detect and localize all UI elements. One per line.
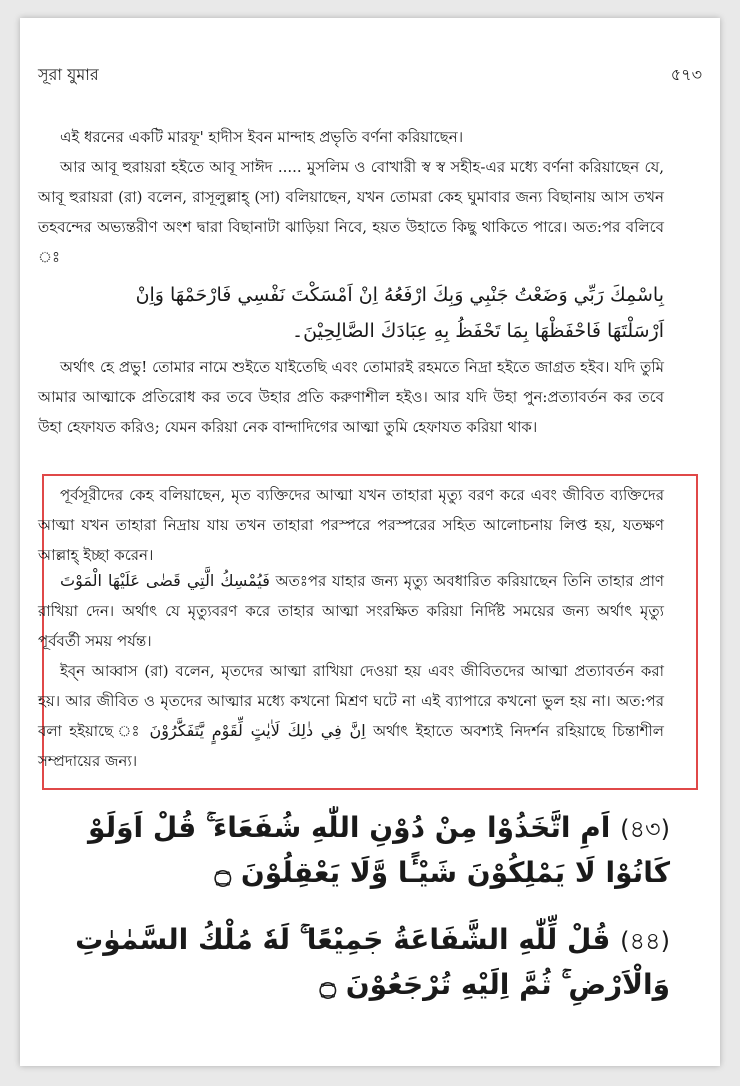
page-header — [38, 62, 702, 89]
paragraph-dua-meaning: অর্থাৎ হে প্রভু! তোমার নামে শুইতে যাইতেছি এবং তোমারই রহমতে নিদ্রা হইতে জাগ্রত হইব। যদি তুমি আমার আত্মাকে প্রতিরোধ কর তবে উহার প্রতি করুণাশীল হইও। আর যদি উহা পুন:প্রত্যাবর্তন কর তবে উহা হেফাযত করিও; যেমন করিয়া নেক বান্দাদিগের আত্মা তুমি হেফাযত করিয়া থাক। — [38, 358, 664, 436]
verse-43 — [50, 806, 670, 895]
verse-44-number: (৪৪) — [620, 927, 670, 955]
paragraph-fayumsiku — [38, 566, 664, 656]
paragraph-abu-huraira: আর আবূ হুরায়রা হইতে আবূ সাঈদ ..... মুসলিম ও বোখারী স্ব স্ব সহীহ-এর মধ্যে বর্ণনা করিয়াছেন যে, আবূ হুরায়রা (রা) বলেন, রাসূলুল্লাহ্ (সা) বলিয়াছেন, যখন তোমরা কেহ ঘুমাবার জন্য বিছানায় আস তখন তহবন্দের অভ্যন্তরীণ অংশ দ্বারা বিছানাটা ঝাড়িয়া নিবে, হয়ত উহাতে কিছু থাকিতে পারে। অত:পর বলিবে ঃ — [38, 158, 664, 266]
page-number: ৫৭৩ — [670, 65, 702, 84]
paragraph-predecessors: পূর্বসূরীদের কেহ বলিয়াছেন, মৃত ব্যক্তিদের আত্মা যখন তাহারা মৃত্যু বরণ করে এবং জীবিত ব্যক্তিদের আত্মা যখন তাহারা নিদ্রায় যায় তখন তাহারা পরস্পরে পরস্পরের সহিত আলোচনায় লিপ্ত হয়, যতক্ষণ আল্লাহ্ ইচ্ছা করেন। — [38, 486, 664, 564]
verse-44 — [50, 918, 670, 1007]
arabic-dua-line-2: اَرْسَلْتَهَا فَاحْفَظْهَا بِمَا تَحْفَظُ بِهِ عِبَادَكَ الصَّالِحِيْنَ۔ — [292, 320, 664, 342]
paragraph-fayumsiku-text: অতঃপর যাহার জন্য মৃত্যু অবধারিত করিয়াছেন তিনি তাহার প্রাণ রাখিয়া দেন। অর্থাৎ যে মৃত্যুবরণ করে তাহার আত্মা সংরক্ষিত করিয়া নির্দিষ্ট সময়ের জন্য অর্থাৎ মৃত্যু পূর্ববর্তী সময় পর্যন্ত। — [38, 572, 664, 650]
verse-43-text: اَمِ اتَّخَذُوْا مِنْ دُوْنِ اللّٰهِ شُفَعَاءَ ۚ قُلْ اَوَلَوْ كَانُوْا لَا يَمْلِكُوْنَ شَيْـًٔا وَّلَا يَعْقِلُوْنَ ۝ — [88, 811, 670, 889]
paragraph-ibn-abbas-text: ইব্ন আব্বাস (রা) বলেন, মৃতদের আত্মা রাখিয়া দেওয়া হয় এবং জীবিতদের আত্মা প্রত্যাবর্তন করা হয়। আর জীবিত ও মৃতদের আত্মার মধ্যে কখনো মিশ্রণ ঘটে না এই ব্যাপারে কখনো ভুল হয় না। অত:পর বলা হইয়াছে ঃ — [38, 662, 664, 740]
arabic-inline-ayah: اِنَّ فِي ذٰلِكَ لَاٰيٰتٍ لِّقَوْمٍ يَّتَفَكَّرُوْنَ — [149, 721, 366, 740]
arabic-dua-line-1: بِاسْمِكَ رَبِّي وَضَعْتُ جَنْبِي وَبِكَ ارْفَعُهُ اِنْ اَمْسَكْتَ نَفْسِي فَارْحَمْهَا وَاِنْ — [135, 284, 664, 306]
paragraph-ibn-abbas-tail: অর্থাৎ ইহাতে অবশ্যই নিদর্শন রহিয়াছে চিন্তাশীল সম্প্রদায়ের জন্য। — [38, 722, 664, 770]
surah-title: সূরা যুমার — [38, 65, 99, 84]
paragraph-ibn-abbas — [38, 656, 664, 776]
paragraph-hadith-intro: এই ধরনের একটি মারফূ' হাদীস ইবন মান্দাহ প্রভৃতি বর্ণনা করিয়াছেন। — [60, 128, 464, 146]
arabic-inline-quote: فَيُمْسِكُ الَّتِي قَضٰى عَلَيْهَا الْمَوْتَ — [60, 571, 270, 590]
verse-44-text: قُلْ لِّلّٰهِ الشَّفَاعَةُ جَمِيْعًا ۚ لَهٗ مُلْكُ السَّمٰوٰتِ وَالْاَرْضِ ۚ ثُمَّ اِلَيْهِ تُرْجَعُوْنَ ۝ — [75, 923, 670, 1001]
verse-43-number: (৪৩) — [620, 815, 670, 843]
